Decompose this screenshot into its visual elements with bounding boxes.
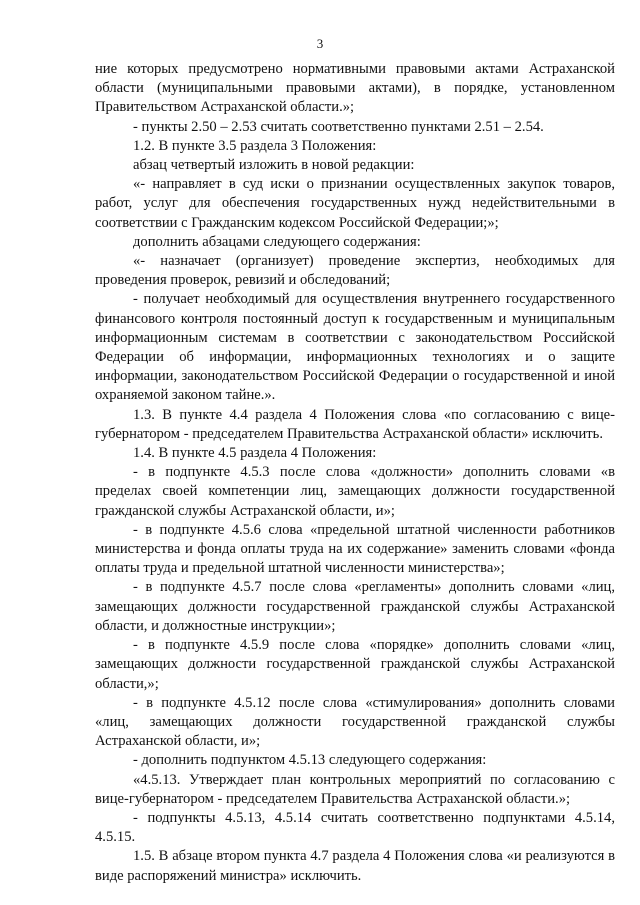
paragraph: «4.5.13. Утверждает план контрольных мероприятий по согласованию с вице-губернатором - председателем Правительства Астраханской области.»;	[95, 771, 615, 807]
paragraph: - в подпункте 4.5.7 после слова «регламенты» дополнить словами «лиц, замещающих должности государственной гражданской службы Астраханской области, и должностные инструкции»;	[95, 579, 615, 634]
paragraph: 1.5. В абзаце втором пункта 4.7 раздела 4 Положения слова «и реализуются в виде распоряжений министра» исключить.	[95, 848, 615, 884]
paragraph: абзац четвертый изложить в новой редакции:	[133, 157, 415, 174]
paragraph: - подпункты 4.5.13, 4.5.14 считать соответственно подпунктами 4.5.14, 4.5.15.	[95, 809, 615, 846]
paragraph: ние которых предусмотрено нормативными правовыми актами Астраханской области (муниципальными правовыми актами), в порядке, установленном Правительством Астраханской области.»;	[95, 61, 615, 116]
paragraph: - получает необходимый для осуществления внутреннего государственного финансового контроля постоянный доступ к государственным и муниципальным информационным системам в соответствии с законодательством Российской Федерации об информации, информационных технологиях и о защите информации, законодательством Российской Федерации о государственной и иной охраняемой законом тайне.».	[95, 291, 615, 404]
paragraph: 1.3. В пункте 4.4 раздела 4 Положения слова «по согласованию с вице-губернатором - председателем Правительства Астраханской области» исключить.	[95, 406, 615, 442]
paragraph: «- назначает (организует) проведение экспертиз, необходимых для проведения проверок, ревизий и обследований;	[95, 253, 615, 289]
paragraph: 1.4. В пункте 4.5 раздела 4 Положения:	[133, 445, 377, 462]
paragraph: - пункты 2.50 – 2.53 считать соответственно пунктами 2.51 – 2.54.	[133, 118, 544, 135]
paragraph: «- направляет в суд иски о признании осуществленных закупок товаров, работ, услуг для обеспечения государственных нужд недействительными в соответствии с Гражданским кодексом Российской Федерации;»;	[95, 176, 615, 231]
paragraph: - в подпункте 4.5.3 после слова «должности» дополнить словами «в пределах своей компетенции лиц, замещающих должности государственной гражданской службы Астраханской области, и»;	[95, 464, 615, 519]
paragraph: - в подпункте 4.5.12 после слова «стимулирования» дополнить словами «лиц, замещающих должности государственной гражданской службы Астраханской области, и»;	[95, 694, 615, 750]
page-number: 3	[316, 36, 324, 51]
document-body	[95, 60, 615, 886]
paragraph: - дополнить подпунктом 4.5.13 следующего содержания:	[133, 752, 487, 769]
paragraph: 1.2. В пункте 3.5 раздела 3 Положения:	[133, 137, 377, 154]
paragraph: дополнить абзацами следующего содержания:	[133, 233, 421, 250]
paragraph: - в подпункте 4.5.6 слова «предельной штатной численности работников министерства и фонда оплаты труда на их содержание» заменить словами «фонда оплаты труда и предельной штатной численности министерства»;	[95, 521, 615, 577]
paragraph: - в подпункте 4.5.9 после слова «порядке» дополнить словами «лиц, замещающих должности государственной гражданской службы Астраханской области,»;	[95, 637, 615, 692]
